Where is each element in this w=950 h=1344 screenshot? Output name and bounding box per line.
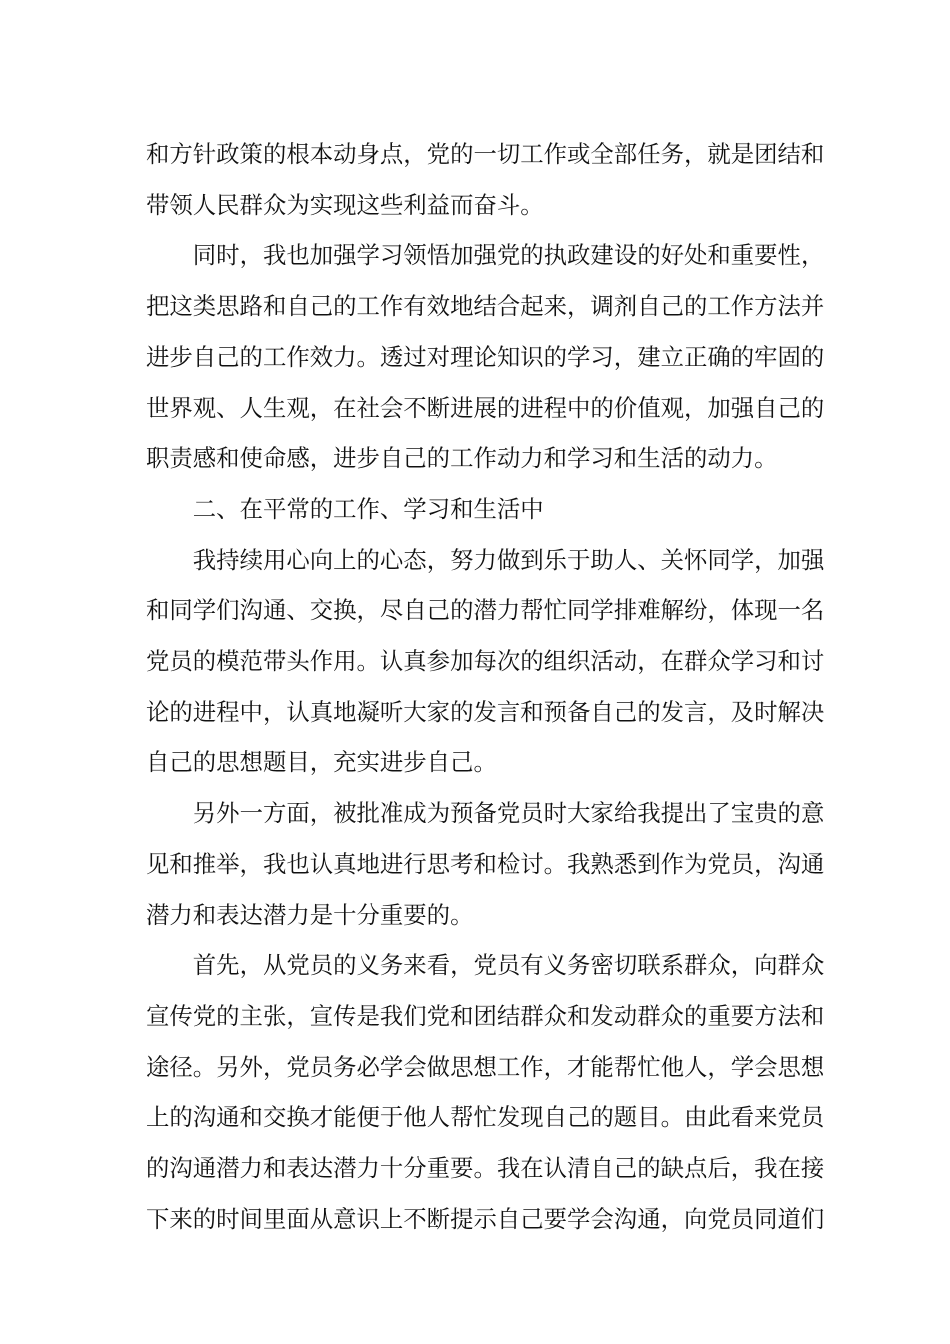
text-line: 和方针政策的根本动身点，党的一切工作或全部任务，就是团结和 [146,140,825,168]
text-line: 另外一方面，被批准成为预备党员时大家给我提出了宝贵的意 [192,799,825,828]
text-line: 二、在平常的工作、学习和生活中 [192,494,544,523]
text-line: 潜力和表达潜力是十分重要的。 [146,900,474,929]
document-body [146,129,825,1244]
text-line: 带领人民群众为实现这些利益而奋斗。 [146,190,544,219]
text-line: 首先，从党员的义务来看，党员有义务密切联系群众，向群众 [192,951,825,980]
paragraph [146,230,825,484]
paragraph [146,940,825,1244]
text-line: 进步自己的工作效力。透过对理论知识的学习，建立正确的牢固的 [146,342,825,371]
text-line: 论的进程中，认真地凝听大家的发言和预备自己的发言，及时解决 [146,697,825,726]
text-line: 自己的思想题目，充实进步自己。 [146,748,497,777]
text-line: 上的沟通和交换才能便于他人帮忙发现自己的题目。由此看来党员 [146,1103,825,1132]
text-line: 和同学们沟通、交换，尽自己的潜力帮忙同学排难解纷，体现一名 [146,596,825,625]
text-line: 下来的时间里面从意识上不断提示自己要学会沟通，向党员同道们 [146,1204,825,1233]
text-line: 世界观、人生观，在社会不断进展的进程中的价值观，加强自己的 [146,393,825,422]
text-line: 我持续用心向上的心态，努力做到乐于助人、关怀同学，加强 [192,545,825,574]
paragraph [146,788,825,940]
text-line: 党员的模范带头作用。认真参加每次的组织活动，在群众学习和讨 [146,647,825,676]
text-line: 途径。另外，党员务必学会做思想工作，才能帮忙他人，学会思想 [146,1052,825,1081]
text-line: 宣传党的主张，宣传是我们党和团结群众和发动群众的重要方法和 [146,1001,825,1030]
text-line: 把这类思路和自己的工作有效地结合起来，调剂自己的工作方法并 [146,292,825,321]
paragraph [146,535,825,789]
text-line: 职责感和使命感，进步自己的工作动力和学习和生活的动力。 [146,444,778,473]
text-line: 的沟通潜力和表达潜力十分重要。我在认清自己的缺点后，我在接 [146,1154,825,1183]
text-line: 同时，我也加强学习领悟加强党的执政建设的好处和重要性， [192,241,825,270]
paragraph [146,129,825,230]
section-heading [146,484,810,535]
text-line: 见和推举，我也认真地进行思考和检讨。我熟悉到作为党员，沟通 [146,849,825,878]
